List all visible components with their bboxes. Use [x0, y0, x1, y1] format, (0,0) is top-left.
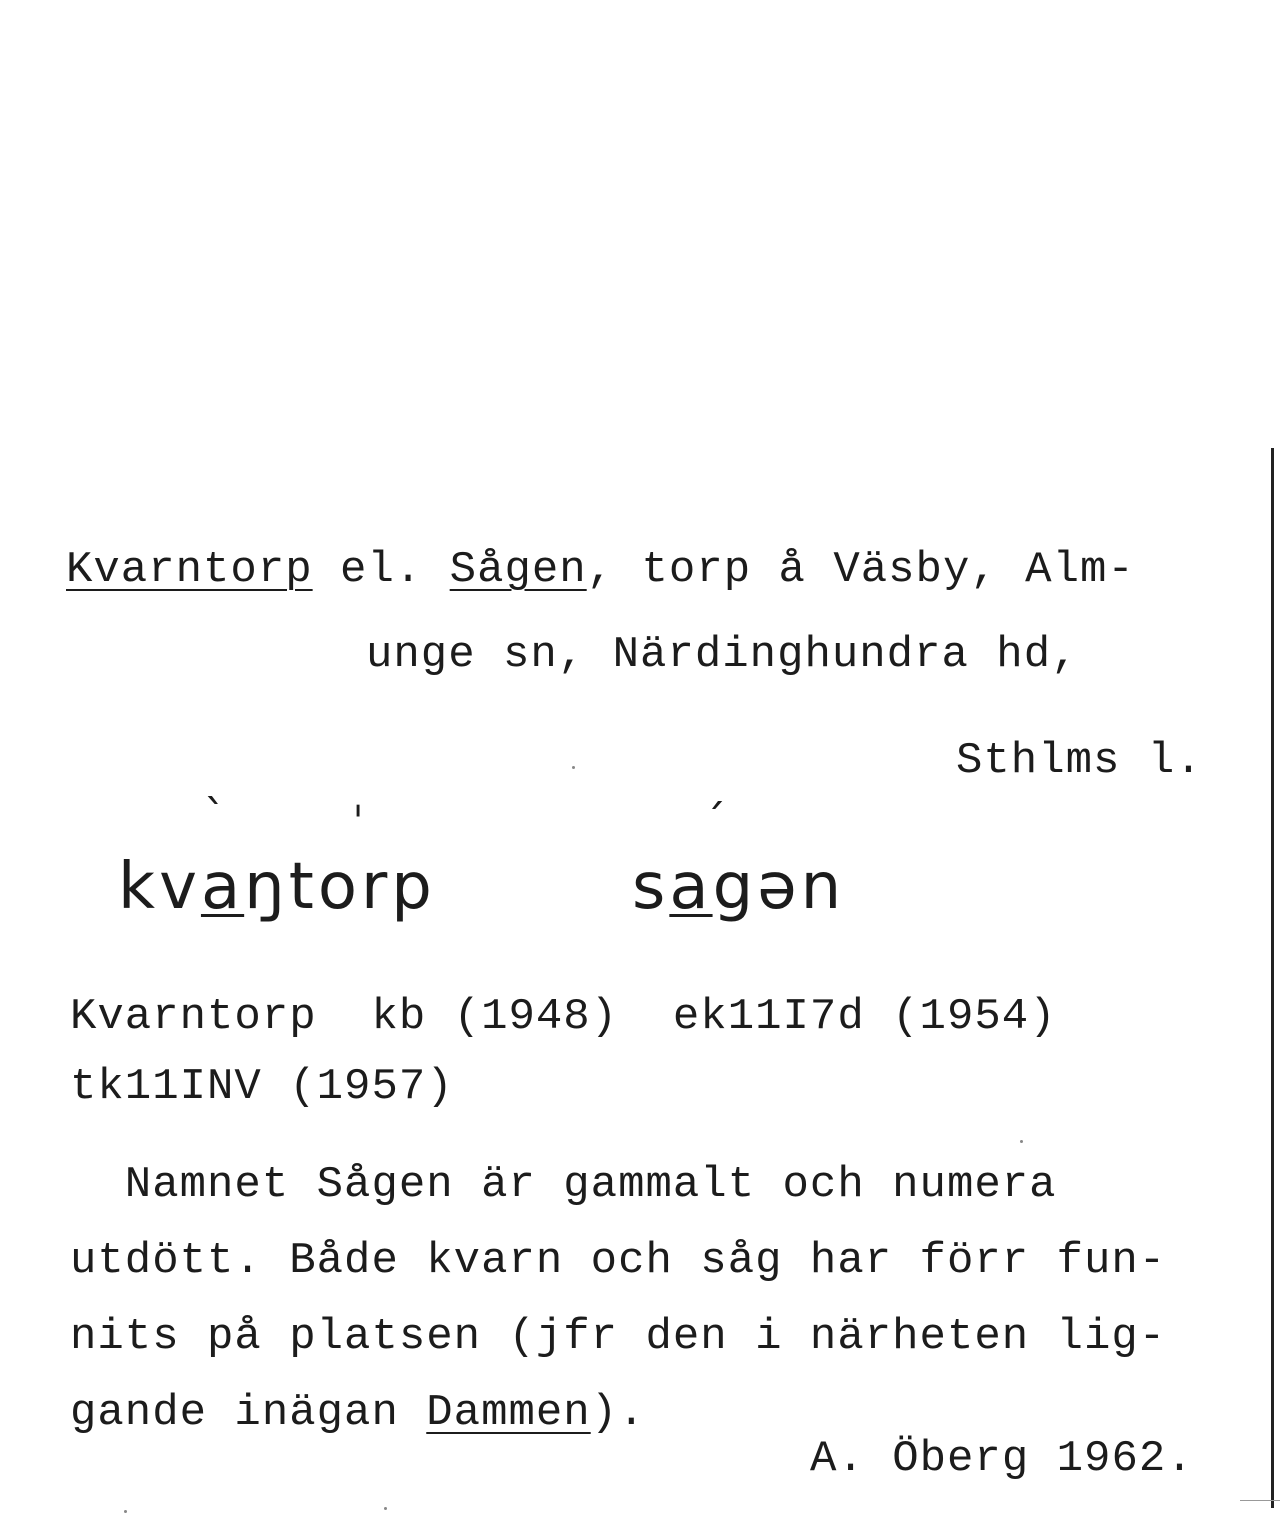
place-name-dammen: Dammen	[426, 1388, 591, 1438]
accent-mid: ˈ	[352, 798, 365, 849]
scan-speck	[572, 766, 575, 769]
note-line-1: Namnet Sågen är gammalt och numera	[70, 1160, 1057, 1210]
scan-speck	[384, 1507, 387, 1510]
pronunciation-kvantorp: kvaŋtorp	[118, 850, 436, 924]
sources-line-2: tk11INV (1957)	[70, 1062, 454, 1112]
accent-acute: ´	[704, 796, 726, 847]
place-name-sagen: Sågen	[449, 545, 587, 595]
accent-grave: `	[204, 791, 226, 842]
heading-line-3: Sthlms l.	[956, 736, 1203, 786]
scan-speck	[124, 1510, 127, 1513]
note-line-4: gande inägan Dammen).	[70, 1388, 646, 1438]
heading-line-1: Kvarntorp el. Sågen, torp å Väsby, Alm-	[66, 545, 1135, 595]
note-line-3: nits på platsen (jfr den i närheten lig-	[70, 1312, 1167, 1362]
signature: A. Öberg 1962.	[810, 1434, 1194, 1484]
card-edge	[1271, 448, 1274, 1508]
card-bottom-edge	[1240, 1500, 1280, 1501]
sources-line-1: Kvarntorp kb (1948) ek11I7d (1954)	[70, 992, 1057, 1042]
note-line-2: utdött. Både kvarn och såg har förr fun-	[70, 1236, 1167, 1286]
heading-line-2: unge sn, Närdinghundra hd,	[366, 630, 1079, 680]
pronunciation-sagen: sagən	[632, 850, 846, 924]
scan-speck	[1020, 1140, 1023, 1143]
place-name-kvarntorp: Kvarntorp	[66, 545, 313, 595]
